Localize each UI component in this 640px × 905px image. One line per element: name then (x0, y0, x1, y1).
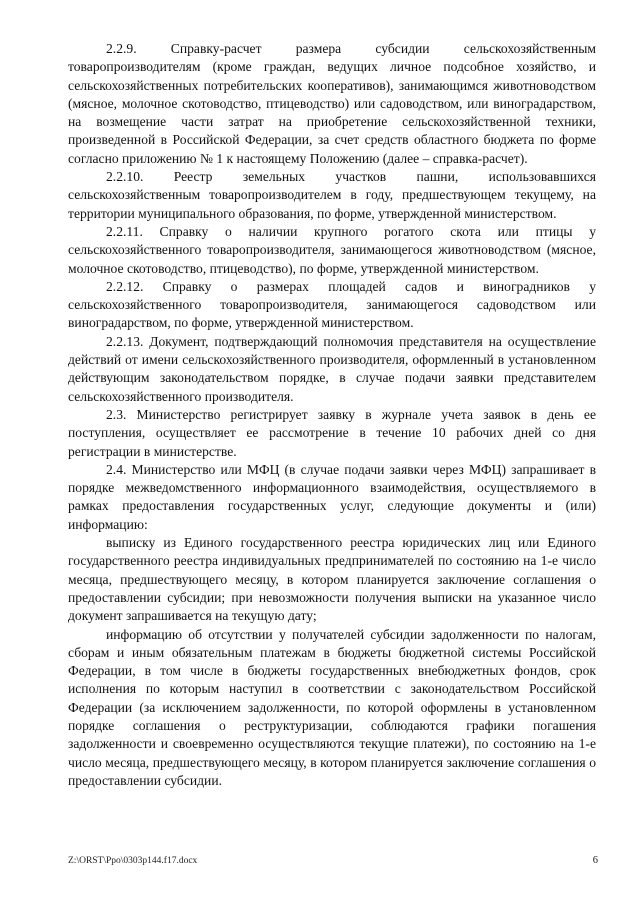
page-number: 6 (592, 855, 598, 866)
document-body (68, 40, 596, 790)
paragraph-2-2-11: 2.2.11. Справку о наличии крупного рогатого скота или птицы у сельскохозяйственного товаропроизводителя, занимающегося животноводством (мясное, молочное скотоводство, птицеводство), по форме, утвержденной министерством. (68, 223, 596, 276)
paragraph-2-2-9: 2.2.9. Справку-расчет размера субсидии сельскохозяйственным товаропроизводителям (кроме граждан, ведущих личное подсобное хозяйство, и сельскохозяйственных потребительских кооперативов), занимающимся животноводством (мясное, молочное скотоводство, птицеводство) или садоводством, или виноградарством, на возмещение части затрат на приобретение сельскохозяйственной техники, произведенной в Российской Федерации, за счет средств областного бюджета по форме согласно приложению № 1 к настоящему Положению (далее – справка-расчет). (68, 41, 596, 166)
paragraph-2-2-12: 2.2.12. Справку о размерах площадей садов и виноградников у сельскохозяйственного товаропроизводителя, занимающегося садоводством или виноградарством, по форме, утвержденной министерством. (68, 278, 596, 331)
paragraph-2-3: 2.3. Министерство регистрирует заявку в журнале учета заявок в день ее поступления, осуществляет ее рассмотрение в течение 10 рабочих дней со дня регистрации в министерстве. (68, 406, 596, 459)
paragraph-2-2-13: 2.2.13. Документ, подтверждающий полномочия представителя на осуществление действий от имени сельскохозяйственного производителя, оформленный в установленном действующим законодательством порядке, в случае подачи заявки представителем сельскохозяйственного производителя. (68, 333, 596, 404)
paragraph-2-4: 2.4. Министерство или МФЦ (в случае подачи заявки через МФЦ) запрашивает в порядке межведомственного информационного взаимодействия, осуществляемого в рамках предоставления государственных услуг, следующие документы и (или) информацию: (68, 461, 596, 532)
paragraph-2-2-10: 2.2.10. Реестр земельных участков пашни, использовавшихся сельскохозяйственным товаропроизводителем в году, предшествующем текущему, на территории муниципального образования, по форме, утвержденной министерством. (68, 169, 596, 221)
footer-file-path: Z:\ORST\Ppo\0303p144.f17.docx (68, 856, 198, 866)
paragraph-egrul-extract: выписку из Единого государственного реестра юридических лиц или Единого государственного реестра индивидуальных предпринимателей по состоянию на 1-е число месяца, предшествующего месяцу, в котором планируется заключение соглашения о предоставлении субсидии; при невозможности получения выписки на указанное число документ запрашивается на текущую дату; (68, 535, 596, 624)
paragraph-tax-debt-info: информацию об отсутствии у получателей субсидии задолженности по налогам, сборам и иным обязательным платежам в бюджеты бюджетной системы Российской Федерации, в том числе в бюджеты государственных внебюджетных фондов, срок исполнения по которым наступил в соответствии с законодательством Российской Федерации (за исключением задолженности, по которой оформлены в установленном порядке соглашения о реструктуризации, соблюдаются графики погашения задолженности и своевременно осуществляются текущие платежи), по состоянию на 1-е число месяца, предшествующего месяцу, в котором планируется заключение соглашения о предоставлении субсидии. (68, 626, 596, 788)
